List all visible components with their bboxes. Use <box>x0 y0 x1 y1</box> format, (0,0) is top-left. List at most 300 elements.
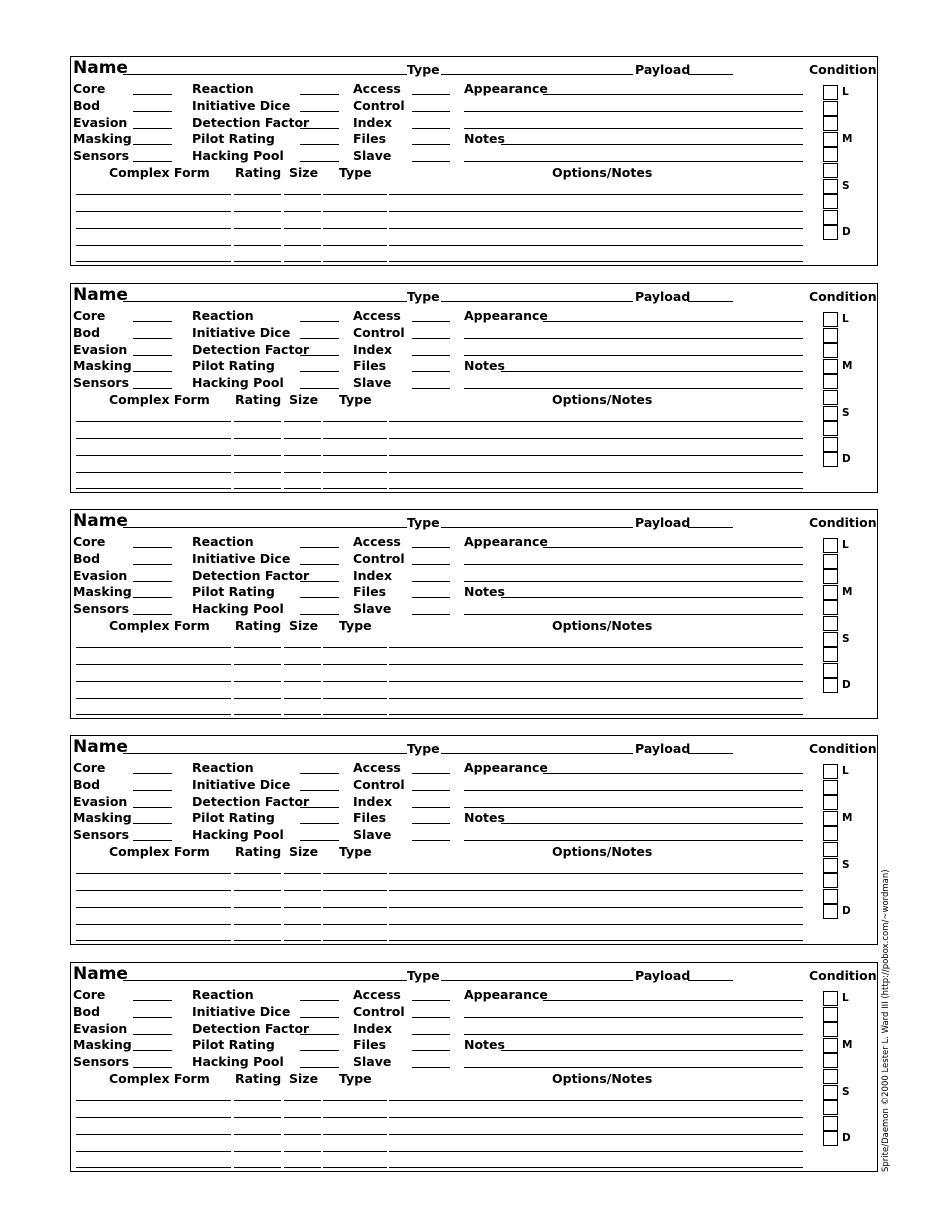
fill-in-line[interactable] <box>300 1067 339 1068</box>
fill-in-line[interactable] <box>464 840 803 841</box>
condition-box[interactable] <box>823 328 838 343</box>
fill-in-line[interactable] <box>441 301 633 302</box>
fill-in-line[interactable] <box>464 1067 803 1068</box>
condition-box[interactable] <box>823 116 838 131</box>
fill-in-line[interactable] <box>133 371 172 372</box>
fill-in-line[interactable] <box>133 773 172 774</box>
fill-in-line[interactable] <box>133 111 172 112</box>
fill-in-line[interactable] <box>412 388 450 389</box>
condition-box[interactable] <box>823 406 838 421</box>
fill-in-line[interactable] <box>133 128 172 129</box>
fill-in-line[interactable] <box>76 698 231 699</box>
condition-box[interactable] <box>823 569 838 584</box>
fill-in-line[interactable] <box>234 924 281 925</box>
fill-in-line[interactable] <box>412 773 450 774</box>
fill-in-line[interactable] <box>133 1067 172 1068</box>
fill-in-line[interactable] <box>133 581 172 582</box>
fill-in-line[interactable] <box>300 547 339 548</box>
fill-in-line[interactable] <box>133 338 172 339</box>
fill-in-line[interactable] <box>323 873 387 874</box>
fill-in-line[interactable] <box>133 355 172 356</box>
fill-in-line[interactable] <box>688 980 733 981</box>
fill-in-line[interactable] <box>389 455 803 456</box>
fill-in-line[interactable] <box>300 338 339 339</box>
fill-in-line[interactable] <box>284 421 321 422</box>
fill-in-line[interactable] <box>300 564 339 565</box>
fill-in-line[interactable] <box>323 924 387 925</box>
condition-box[interactable] <box>823 101 838 116</box>
fill-in-line[interactable] <box>133 94 172 95</box>
fill-in-line[interactable] <box>300 371 339 372</box>
fill-in-line[interactable] <box>284 698 321 699</box>
fill-in-line[interactable] <box>300 807 339 808</box>
fill-in-line[interactable] <box>300 161 339 162</box>
fill-in-line[interactable] <box>412 597 450 598</box>
fill-in-line[interactable] <box>284 924 321 925</box>
fill-in-line[interactable] <box>300 840 339 841</box>
fill-in-line[interactable] <box>284 455 321 456</box>
fill-in-line[interactable] <box>284 1151 321 1152</box>
fill-in-line[interactable] <box>464 338 803 339</box>
fill-in-line[interactable] <box>76 245 231 246</box>
fill-in-line[interactable] <box>284 1134 321 1135</box>
condition-box[interactable] <box>823 1069 838 1084</box>
condition-box[interactable] <box>823 147 838 162</box>
fill-in-line[interactable] <box>234 940 281 941</box>
condition-box[interactable] <box>823 600 838 615</box>
fill-in-line[interactable] <box>123 301 407 302</box>
fill-in-line[interactable] <box>543 773 803 774</box>
fill-in-line[interactable] <box>323 681 387 682</box>
label-masking: Masking <box>73 131 132 146</box>
fill-in-line[interactable] <box>300 111 339 112</box>
fill-in-line[interactable] <box>234 1100 281 1101</box>
fill-in-line[interactable] <box>133 564 172 565</box>
fill-in-line[interactable] <box>76 940 231 941</box>
fill-in-line[interactable] <box>323 698 387 699</box>
fill-in-line[interactable] <box>389 890 803 891</box>
fill-in-line[interactable] <box>389 438 803 439</box>
fill-in-line[interactable] <box>76 228 231 229</box>
fill-in-line[interactable] <box>300 94 339 95</box>
fill-in-line[interactable] <box>300 1050 339 1051</box>
condition-box[interactable] <box>823 873 838 888</box>
fill-in-line[interactable] <box>389 647 803 648</box>
fill-in-line[interactable] <box>389 924 803 925</box>
fill-in-line[interactable] <box>76 681 231 682</box>
fill-in-line[interactable] <box>76 1151 231 1152</box>
fill-in-line[interactable] <box>323 488 387 489</box>
fill-in-line[interactable] <box>234 472 281 473</box>
fill-in-line[interactable] <box>389 488 803 489</box>
condition-box[interactable] <box>823 889 838 904</box>
fill-in-line[interactable] <box>284 714 321 715</box>
fill-in-line[interactable] <box>389 472 803 473</box>
fill-in-line[interactable] <box>300 581 339 582</box>
fill-in-line[interactable] <box>284 873 321 874</box>
fill-in-line[interactable] <box>389 1134 803 1135</box>
condition-box[interactable] <box>823 132 838 147</box>
fill-in-line[interactable] <box>464 161 803 162</box>
fill-in-line[interactable] <box>133 161 172 162</box>
fill-in-line[interactable] <box>284 211 321 212</box>
fill-in-line[interactable] <box>234 890 281 891</box>
fill-in-line[interactable] <box>688 74 733 75</box>
fill-in-line[interactable] <box>284 681 321 682</box>
fill-in-line[interactable] <box>133 144 172 145</box>
fill-in-line[interactable] <box>284 664 321 665</box>
condition-box[interactable] <box>823 1085 838 1100</box>
fill-in-line[interactable] <box>300 1000 339 1001</box>
fill-in-line[interactable] <box>300 144 339 145</box>
fill-in-line[interactable] <box>76 488 231 489</box>
fill-in-line[interactable] <box>412 94 450 95</box>
condition-box[interactable] <box>823 85 838 100</box>
header-options-notes: Options/Notes <box>552 392 653 407</box>
fill-in-line[interactable] <box>284 261 321 262</box>
condition-box[interactable] <box>823 1007 838 1022</box>
fill-in-line[interactable] <box>389 698 803 699</box>
fill-in-line[interactable] <box>441 527 633 528</box>
fill-in-line[interactable] <box>323 228 387 229</box>
fill-in-line[interactable] <box>441 980 633 981</box>
fill-in-line[interactable] <box>234 245 281 246</box>
fill-in-line[interactable] <box>300 1034 339 1035</box>
fill-in-line[interactable] <box>76 261 231 262</box>
fill-in-line[interactable] <box>389 940 803 941</box>
fill-in-line[interactable] <box>389 261 803 262</box>
condition-box[interactable] <box>823 764 838 779</box>
condition-box[interactable] <box>823 991 838 1006</box>
fill-in-line[interactable] <box>501 371 803 372</box>
fill-in-line[interactable] <box>412 547 450 548</box>
fill-in-line[interactable] <box>389 245 803 246</box>
fill-in-line[interactable] <box>323 907 387 908</box>
fill-in-line[interactable] <box>323 714 387 715</box>
fill-in-line[interactable] <box>234 647 281 648</box>
fill-in-line[interactable] <box>412 144 450 145</box>
fill-in-line[interactable] <box>123 753 407 754</box>
fill-in-line[interactable] <box>300 355 339 356</box>
condition-box[interactable] <box>823 1131 838 1146</box>
condition-level-s: S <box>842 858 850 871</box>
fill-in-line[interactable] <box>323 211 387 212</box>
fill-in-line[interactable] <box>389 211 803 212</box>
fill-in-line[interactable] <box>543 547 803 548</box>
condition-level-m: M <box>842 585 853 598</box>
fill-in-line[interactable] <box>464 807 803 808</box>
fill-in-line[interactable] <box>133 840 172 841</box>
fill-in-line[interactable] <box>133 1034 172 1035</box>
fill-in-line[interactable] <box>284 438 321 439</box>
fill-in-line[interactable] <box>284 647 321 648</box>
fill-in-line[interactable] <box>412 371 450 372</box>
fill-in-line[interactable] <box>234 1117 281 1118</box>
fill-in-line[interactable] <box>323 647 387 648</box>
fill-in-line[interactable] <box>412 1000 450 1001</box>
fill-in-line[interactable] <box>441 753 633 754</box>
fill-in-line[interactable] <box>412 807 450 808</box>
fill-in-line[interactable] <box>688 527 733 528</box>
fill-in-line[interactable] <box>389 1151 803 1152</box>
fill-in-line[interactable] <box>234 1134 281 1135</box>
fill-in-line[interactable] <box>234 488 281 489</box>
fill-in-line[interactable] <box>323 940 387 941</box>
fill-in-line[interactable] <box>323 664 387 665</box>
fill-in-line[interactable] <box>464 128 803 129</box>
fill-in-line[interactable] <box>412 1050 450 1051</box>
label-index: Index <box>353 794 393 809</box>
fill-in-line[interactable] <box>501 1050 803 1051</box>
fill-in-line[interactable] <box>323 1134 387 1135</box>
fill-in-line[interactable] <box>284 488 321 489</box>
fill-in-line[interactable] <box>464 388 803 389</box>
fill-in-line[interactable] <box>501 823 803 824</box>
fill-in-line[interactable] <box>284 228 321 229</box>
fill-in-line[interactable] <box>234 194 281 195</box>
fill-in-line[interactable] <box>412 564 450 565</box>
condition-box[interactable] <box>823 538 838 553</box>
fill-in-line[interactable] <box>234 1151 281 1152</box>
condition-box[interactable] <box>823 225 838 240</box>
fill-in-line[interactable] <box>389 714 803 715</box>
condition-box[interactable] <box>823 359 838 374</box>
condition-box[interactable] <box>823 163 838 178</box>
fill-in-line[interactable] <box>234 1167 281 1168</box>
fill-in-line[interactable] <box>76 907 231 908</box>
fill-in-line[interactable] <box>300 823 339 824</box>
fill-in-line[interactable] <box>412 790 450 791</box>
fill-in-line[interactable] <box>464 581 803 582</box>
fill-in-line[interactable] <box>323 890 387 891</box>
header-size: Size <box>289 844 319 859</box>
condition-box[interactable] <box>823 904 838 919</box>
fill-in-line[interactable] <box>323 1100 387 1101</box>
fill-in-line[interactable] <box>543 321 803 322</box>
fill-in-line[interactable] <box>412 111 450 112</box>
fill-in-line[interactable] <box>133 1050 172 1051</box>
fill-in-line[interactable] <box>464 1017 803 1018</box>
condition-box[interactable] <box>823 780 838 795</box>
condition-box[interactable] <box>823 1053 838 1068</box>
condition-box[interactable] <box>823 1022 838 1037</box>
fill-in-line[interactable] <box>234 681 281 682</box>
fill-in-line[interactable] <box>234 438 281 439</box>
fill-in-line[interactable] <box>412 128 450 129</box>
fill-in-line[interactable] <box>389 421 803 422</box>
fill-in-line[interactable] <box>464 564 803 565</box>
fill-in-line[interactable] <box>123 527 407 528</box>
condition-box[interactable] <box>823 585 838 600</box>
fill-in-line[interactable] <box>234 261 281 262</box>
label-slave: Slave <box>353 827 392 842</box>
condition-box[interactable] <box>823 1038 838 1053</box>
fill-in-line[interactable] <box>300 790 339 791</box>
fill-in-line[interactable] <box>300 614 339 615</box>
fill-in-line[interactable] <box>389 681 803 682</box>
fill-in-line[interactable] <box>234 698 281 699</box>
fill-in-line[interactable] <box>464 614 803 615</box>
condition-box[interactable] <box>823 663 838 678</box>
fill-in-line[interactable] <box>323 245 387 246</box>
fill-in-line[interactable] <box>543 94 803 95</box>
fill-in-line[interactable] <box>323 472 387 473</box>
fill-in-line[interactable] <box>412 161 450 162</box>
fill-in-line[interactable] <box>133 614 172 615</box>
fill-in-line[interactable] <box>389 228 803 229</box>
fill-in-line[interactable] <box>76 1117 231 1118</box>
fill-in-line[interactable] <box>133 597 172 598</box>
fill-in-line[interactable] <box>389 1117 803 1118</box>
header-type: Type <box>339 1071 372 1086</box>
fill-in-line[interactable] <box>76 438 231 439</box>
fill-in-line[interactable] <box>412 614 450 615</box>
fill-in-line[interactable] <box>389 1100 803 1101</box>
condition-box[interactable] <box>823 194 838 209</box>
fill-in-line[interactable] <box>323 261 387 262</box>
fill-in-line[interactable] <box>501 597 803 598</box>
fill-in-line[interactable] <box>234 211 281 212</box>
fill-in-line[interactable] <box>133 823 172 824</box>
label-type: Type <box>407 62 440 77</box>
fill-in-line[interactable] <box>441 74 633 75</box>
fill-in-line[interactable] <box>389 873 803 874</box>
fill-in-line[interactable] <box>284 907 321 908</box>
fill-in-line[interactable] <box>76 1100 231 1101</box>
fill-in-line[interactable] <box>284 890 321 891</box>
fill-in-line[interactable] <box>234 455 281 456</box>
fill-in-line[interactable] <box>300 388 339 389</box>
condition-box[interactable] <box>823 647 838 662</box>
fill-in-line[interactable] <box>412 581 450 582</box>
fill-in-line[interactable] <box>389 664 803 665</box>
fill-in-line[interactable] <box>323 1117 387 1118</box>
fill-in-line[interactable] <box>76 472 231 473</box>
fill-in-line[interactable] <box>323 421 387 422</box>
fill-in-line[interactable] <box>76 873 231 874</box>
fill-in-line[interactable] <box>300 597 339 598</box>
fill-in-line[interactable] <box>76 924 231 925</box>
fill-in-line[interactable] <box>412 1034 450 1035</box>
fill-in-line[interactable] <box>76 890 231 891</box>
fill-in-line[interactable] <box>688 753 733 754</box>
fill-in-line[interactable] <box>284 472 321 473</box>
fill-in-line[interactable] <box>234 664 281 665</box>
fill-in-line[interactable] <box>412 840 450 841</box>
fill-in-line[interactable] <box>133 1000 172 1001</box>
fill-in-line[interactable] <box>412 1067 450 1068</box>
fill-in-line[interactable] <box>133 807 172 808</box>
fill-in-line[interactable] <box>389 1167 803 1168</box>
condition-box[interactable] <box>823 632 838 647</box>
fill-in-line[interactable] <box>464 790 803 791</box>
condition-box[interactable] <box>823 554 838 569</box>
fill-in-line[interactable] <box>133 321 172 322</box>
fill-in-line[interactable] <box>133 547 172 548</box>
fill-in-line[interactable] <box>323 455 387 456</box>
fill-in-line[interactable] <box>323 438 387 439</box>
fill-in-line[interactable] <box>284 1167 321 1168</box>
condition-box[interactable] <box>823 811 838 826</box>
fill-in-line[interactable] <box>464 1034 803 1035</box>
condition-box[interactable] <box>823 795 838 810</box>
fill-in-line[interactable] <box>234 907 281 908</box>
condition-box[interactable] <box>823 678 838 693</box>
fill-in-line[interactable] <box>300 773 339 774</box>
fill-in-line[interactable] <box>76 647 231 648</box>
condition-box[interactable] <box>823 421 838 436</box>
fill-in-line[interactable] <box>412 1017 450 1018</box>
condition-box[interactable] <box>823 390 838 405</box>
condition-box[interactable] <box>823 616 838 631</box>
fill-in-line[interactable] <box>543 1000 803 1001</box>
fill-in-line[interactable] <box>133 388 172 389</box>
fill-in-line[interactable] <box>76 664 231 665</box>
condition-box[interactable] <box>823 312 838 327</box>
condition-box[interactable] <box>823 858 838 873</box>
fill-in-line[interactable] <box>284 940 321 941</box>
fill-in-line[interactable] <box>76 211 231 212</box>
fill-in-line[interactable] <box>123 980 407 981</box>
fill-in-line[interactable] <box>389 907 803 908</box>
fill-in-line[interactable] <box>300 1017 339 1018</box>
condition-box[interactable] <box>823 343 838 358</box>
fill-in-line[interactable] <box>688 301 733 302</box>
fill-in-line[interactable] <box>76 1134 231 1135</box>
fill-in-line[interactable] <box>300 321 339 322</box>
fill-in-line[interactable] <box>412 338 450 339</box>
fill-in-line[interactable] <box>412 321 450 322</box>
fill-in-line[interactable] <box>76 455 231 456</box>
fill-in-line[interactable] <box>76 1167 231 1168</box>
condition-box[interactable] <box>823 1116 838 1131</box>
fill-in-line[interactable] <box>234 873 281 874</box>
fill-in-line[interactable] <box>133 1017 172 1018</box>
fill-in-line[interactable] <box>412 823 450 824</box>
fill-in-line[interactable] <box>412 355 450 356</box>
condition-box[interactable] <box>823 452 838 467</box>
fill-in-line[interactable] <box>234 228 281 229</box>
fill-in-line[interactable] <box>464 111 803 112</box>
fill-in-line[interactable] <box>133 790 172 791</box>
fill-in-line[interactable] <box>284 1117 321 1118</box>
fill-in-line[interactable] <box>76 714 231 715</box>
condition-box[interactable] <box>823 1100 838 1115</box>
fill-in-line[interactable] <box>300 128 339 129</box>
fill-in-line[interactable] <box>123 74 407 75</box>
fill-in-line[interactable] <box>284 1100 321 1101</box>
fill-in-line[interactable] <box>323 194 387 195</box>
condition-box[interactable] <box>823 826 838 841</box>
condition-level-s: S <box>842 1085 850 1098</box>
fill-in-line[interactable] <box>464 355 803 356</box>
fill-in-line[interactable] <box>501 144 803 145</box>
fill-in-line[interactable] <box>234 421 281 422</box>
fill-in-line[interactable] <box>234 714 281 715</box>
fill-in-line[interactable] <box>76 194 231 195</box>
condition-box[interactable] <box>823 210 838 225</box>
condition-box[interactable] <box>823 374 838 389</box>
fill-in-line[interactable] <box>389 194 803 195</box>
condition-box[interactable] <box>823 179 838 194</box>
condition-box[interactable] <box>823 842 838 857</box>
fill-in-line[interactable] <box>323 1167 387 1168</box>
fill-in-line[interactable] <box>323 1151 387 1152</box>
fill-in-line[interactable] <box>284 245 321 246</box>
condition-box[interactable] <box>823 437 838 452</box>
fill-in-line[interactable] <box>76 421 231 422</box>
fill-in-line[interactable] <box>284 194 321 195</box>
